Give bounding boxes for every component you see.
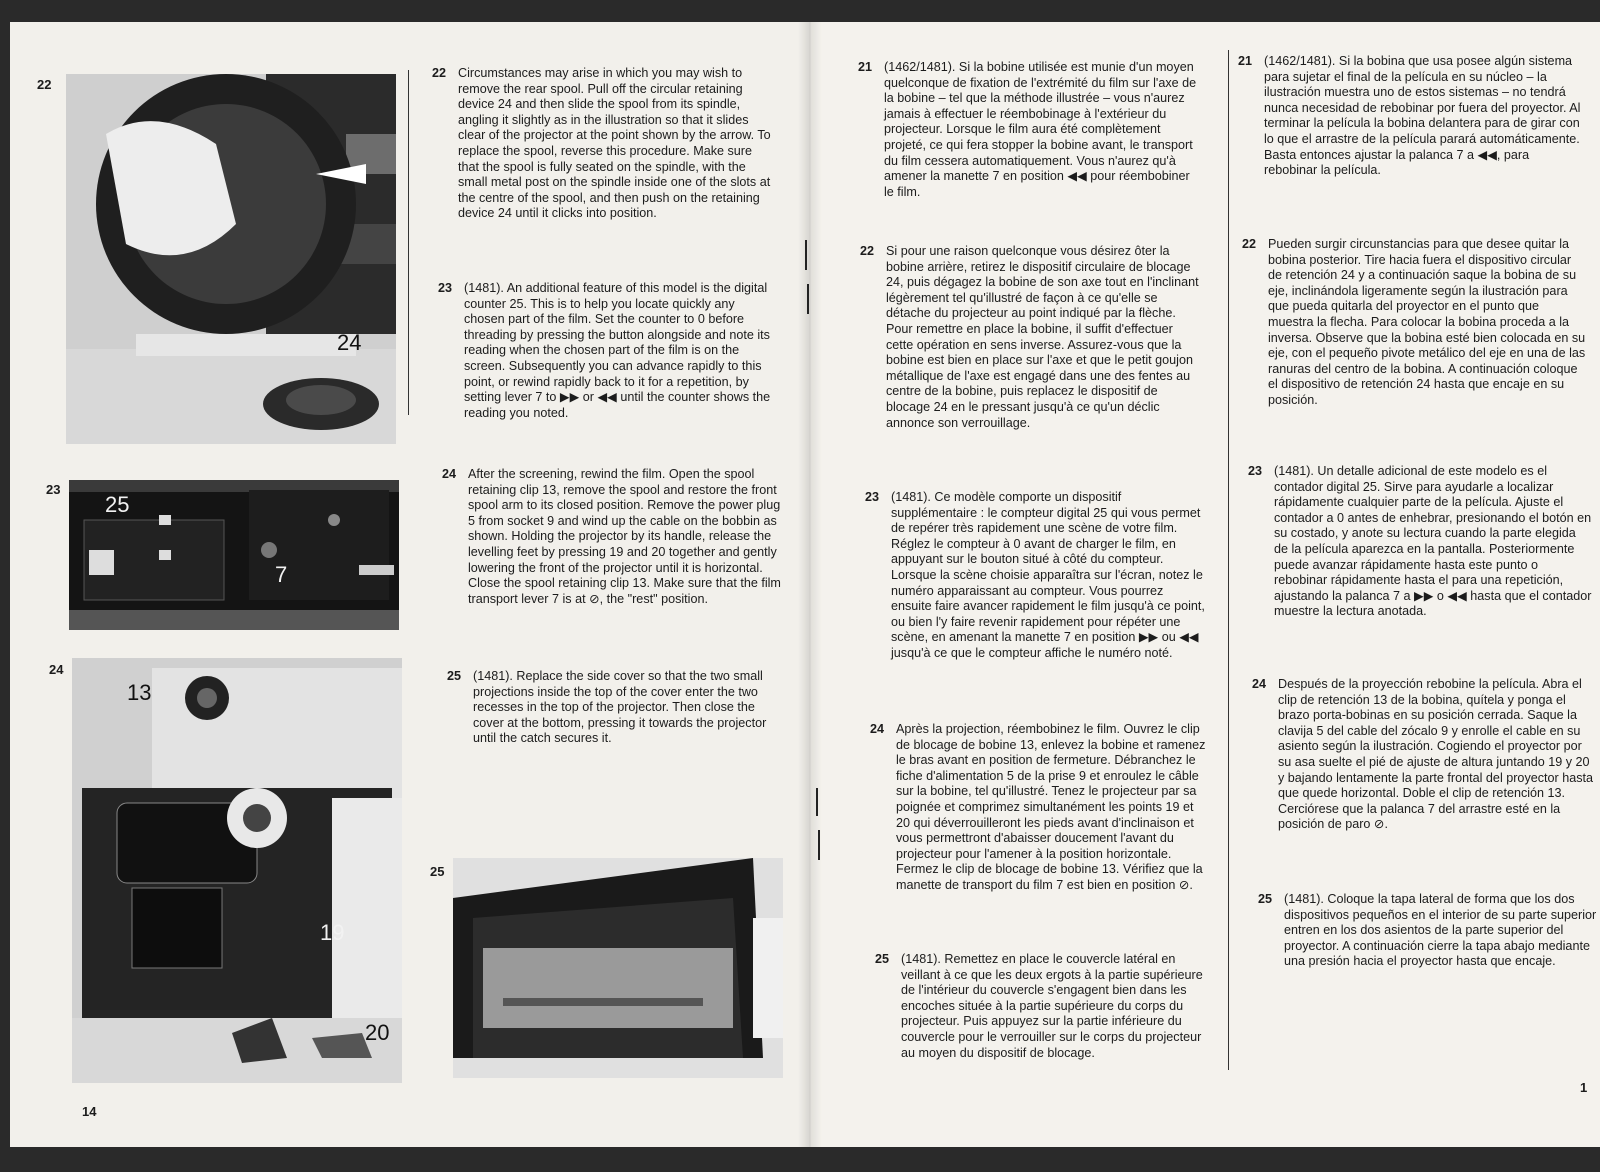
paragraph-text: (1462/1481). Si la bobina que usa posee algún sistema para sujetar el final de la película en su núcleo – la ilustración muestra uno de estos sistemas – no tendrá nunca necesidad de rebobinar por fuera del proyector. Al terminar la película la bobina delantera para de girar con lo que el arrastre de la película parará automáticamente. Basta entonces ajustar la palanca 7 a ◀◀, para rebobinar la película.: [1264, 54, 1581, 178]
paragraph-number: 21: [858, 60, 873, 74]
paragraph-number: 25: [1258, 892, 1273, 906]
paragraph-number: 21: [1238, 54, 1253, 68]
es-paragraph-21: [1238, 54, 1583, 179]
paragraph-text: (1481). Un detalle adicional de este modelo es el contador digital 25. Sirve para ayudarle a localizar rápidamente cualquier parte de la película. Ajuste el contador a 0 antes de enhebrar, presionando el botón en su costado, y anote su lectura cuando la parte elegida de la película aparezca en la pantalla. Posteriormente puede avanzar rápidamente hasta este punto o rebobinar rápidamente hasta el para una repetición, ajustando la palanca 7 a ▶▶ o ◀◀ hasta que el contador muestre la lectura anotada.: [1274, 464, 1592, 619]
paragraph-number: 24: [1252, 677, 1267, 691]
paragraph-text: (1481). Remettez en place le couvercle latéral en veillant à ce que les deux ergots à la partie supérieure de l'intérieur du couvercle s'engagent bien dans les encoches située à la partie supérieure du corps du projecteur. Puis appuyez sur la partie inférieure du couvercle pour le verrouiller sur le corps du projecteur au moyen du dispositif de blocage.: [901, 952, 1203, 1060]
figure-number: 22: [37, 77, 52, 92]
paragraph-text: Si pour une raison quelconque vous désirez ôter la bobine arrière, retirez le dispositif circulaire de blocage 24, puis dégagez la bobine de son axe tout en l'inclinant légèrement tel qu'illustré de façon à ce qu'elle se détache du projecteur au point indiqué par la flèche. Pour remettre en place la bobine, il suffit d'effectuer cette opération en sens inverse. Assurez-vous que la bobine est bien en place sur l'axe et que le petit goujon métallique de l'axe est engagé dans une des fentes au centre de la bobine, puis replacez le dispositif de blocage 24 en le pressant jusqu'à ce qu'un déclic annonce son verrouillage.: [886, 244, 1199, 430]
right-page: [810, 22, 1600, 1147]
fr-paragraph-24: [870, 722, 1210, 894]
paragraph-number: 22: [432, 66, 447, 80]
paragraph-number: 25: [875, 952, 890, 966]
es-paragraph-24: [1252, 677, 1597, 833]
column-rule: [408, 70, 409, 415]
binding-mark: [818, 830, 820, 860]
figure-24-photo: [72, 658, 402, 1083]
paragraph-text: (1481). Ce modèle comporte un dispositif supplémentaire : le compteur digital 25 qui vous permet de repérer très rapidement une scène de votre film. Réglez le compteur à 0 avant de charger le film, en appuyant sur le bouton situé à côté du compteur. Lorsque la scène choisie apparaîtra sur l'écran, notez le numéro apparaissant au compteur. Vous pourrez ensuite faire avancer rapidement le film jusqu'à ce point, ou bien l'y faire revenir rapidement pour répéter une scène, en amenant la manette 7 en position ▶▶ ou ◀◀ jusqu'à ce que le compteur affiche le numéro noté.: [891, 490, 1205, 660]
fr-paragraph-21: [858, 60, 1198, 200]
projector-side-illustration: [72, 658, 402, 1083]
paragraph-number: 24: [442, 467, 457, 481]
page-number-left: 14: [82, 1104, 97, 1119]
callout-24: 24: [337, 330, 362, 355]
left-page: [10, 22, 810, 1147]
fr-paragraph-22: [860, 244, 1200, 431]
paragraph-number: 23: [438, 281, 453, 295]
paragraph-23: [438, 281, 778, 421]
callout-13: 13: [127, 680, 152, 705]
manual-spread: [10, 22, 1600, 1147]
callout-7: 7: [275, 562, 288, 587]
paragraph-24: [442, 467, 782, 607]
paragraph-number: 22: [860, 244, 875, 258]
paragraph-text: Après la projection, réembobinez le film. Ouvrez le clip de blocage de bobine 13, enlevez la bobine et ramenez le bras avant en position de fermeture. Débranchez le fiche d'alimentation 5 de la prise 9 et enroulez le câble sur la bobine, tel qu'illustré. Tenez le projecteur par sa poignée et comprimez simultanément les points 19 et 20 qui déverrouilleront les pieds avant d'inclinaison et vous permettront d'abaisser doucement l'avant du projecteur pour l'amener à la position horizontale. Fermez le clip de blocage de bobine 13. Vérifiez que la manette de transport du film 7 est bien en position ⊘.: [896, 722, 1206, 892]
binding-mark: [807, 284, 809, 314]
figure-25-photo: [453, 858, 783, 1078]
callout-19: 19: [320, 920, 345, 945]
binding-mark: [816, 788, 818, 816]
paragraph-text: After the screening, rewind the film. Open the spool retaining clip 13, remove the spool and restore the front spool arm to its closed position. Remove the power plug 5 from socket 9 and wind up the cable on the bobbin as shown. Holding the projector by its handle, release the levelling feet by pressing 19 and 20 together and gently lowering the front of the projector until it is horizontal. Close the spool retaining clip 13. Make sure that the film transport lever 7 is at ⊘, the "rest" position.: [468, 467, 781, 606]
es-paragraph-23: [1248, 464, 1593, 620]
figure-number: 25: [430, 864, 445, 879]
paragraph-text: (1481). Coloque la tapa lateral de forma que los dos dispositivos pequeños en el interior de su parte superior entren en los dos asientos de la parte superior del proyector. A continuación cierre la tapa abajo mediante una presión hacia el proyector hasta que encaje.: [1284, 892, 1597, 969]
side-cover-illustration: [453, 858, 783, 1078]
paragraph-number: 24: [870, 722, 885, 736]
figure-number: 23: [46, 482, 61, 497]
page-number-right: 1: [1580, 1080, 1588, 1095]
binding-mark: [805, 240, 807, 270]
paragraph-text: (1481). An additional feature of this model is the digital counter 25. This is to help you locate quickly any chosen part of the film. Set the counter to 0 before threading by pressing the button alongside and note its reading when the chosen part of the film is on the screen. Subsequently you can advance rapidly to this point, or rewind rapidly back to it for a repetition, by setting lever 7 to ▶▶ or ◀◀ until the counter shows the reading you noted.: [464, 281, 771, 420]
paragraph-number: 22: [1242, 237, 1257, 251]
paragraph-number: 23: [1248, 464, 1263, 478]
column-rule: [1228, 50, 1229, 1070]
projector-spool-illustration: [66, 74, 396, 444]
es-paragraph-22: [1242, 237, 1587, 409]
figure-number: 24: [49, 662, 64, 677]
paragraph-25: [447, 669, 787, 747]
paragraph-text: Después de la proyección rebobine la película. Abra el clip de retención 13 de la bobina, quítela y ponga el brazo porta-bobinas en su posición cerrada. Saque la clavija 5 del cable del zócalo 9 y enrolle el cable en su asiento según la ilustración. Cogiendo el proyector por su asa suelte el pié de ajuste de altura juntando 19 y 20 y bajando lentamente la parte frontal del proyector hasta que quede horizontal. Doble el clip de retención 13. Cerciórese que la palanca 7 del arrastre esté en la posición de paro ⊘.: [1278, 677, 1594, 832]
paragraph-text: Circumstances may arise in which you may wish to remove the rear spool. Pull off the circular retaining device 24 and then slide the spool from its spindle, angling it slightly as in the illustration so that it slides clear of the projector at the point shown by the arrow. To replace the spool, reverse this procedure. Make sure that the spool is fully seated on the spindle, with the small metal post on the spindle inside one of the slots at the centre of the spool, and then push on the retaining device 24 until it clicks into position.: [458, 66, 771, 221]
book-gutter: [798, 22, 822, 1147]
paragraph-text: (1462/1481). Si la bobine utilisée est munie d'un moyen quelconque de fixation de l'extrémité du film sur l'axe de la bobine – tel que la méthode illustrée – vous n'aurez jamais à effectuer le réembobinage à l'extérieur du projecteur. Lorsque le film aura été complètement projeté, ce qui fera stopper la bobine avant, le transport du film cessera automatiquement. Vous n'aurez qu'à amener la manette 7 en position ◀◀ pour réembobiner le film.: [884, 60, 1197, 199]
callout-25: 25: [105, 492, 130, 517]
paragraph-22: [432, 66, 772, 222]
callout-20: 20: [365, 1020, 390, 1045]
fr-paragraph-25: [875, 952, 1215, 1061]
paragraph-text: Pueden surgir circunstancias para que desee quitar la bobina posterior. Tire hacia fuera el dispositivo circular de retención 24 y a continuación saque la bobina de su eje, inclinándola ligeramente según la ilustración para que pueda quitarla del proyector en el punto que muestra la flecha. Para colocar la bobina proceda a la inversa. Observe que la bobina esté bien colocada en su eje, con el pequeño pivote metálico del eje en una de las ranuras del centro de la bobina. A continuación coloque el dispositivo de retención 24 hasta que encaje en su posición.: [1268, 237, 1586, 407]
figure-22-photo: [66, 74, 396, 444]
paragraph-number: 23: [865, 490, 880, 504]
paragraph-text: (1481). Replace the side cover so that the two small projections inside the top of the cover enter the two recesses in the top of the projector. Then close the cover at the bottom, pressing it towards the projector until the catch secures it.: [473, 669, 767, 746]
es-paragraph-25: [1258, 892, 1598, 970]
fr-paragraph-23: [865, 490, 1205, 662]
paragraph-number: 25: [447, 669, 462, 683]
